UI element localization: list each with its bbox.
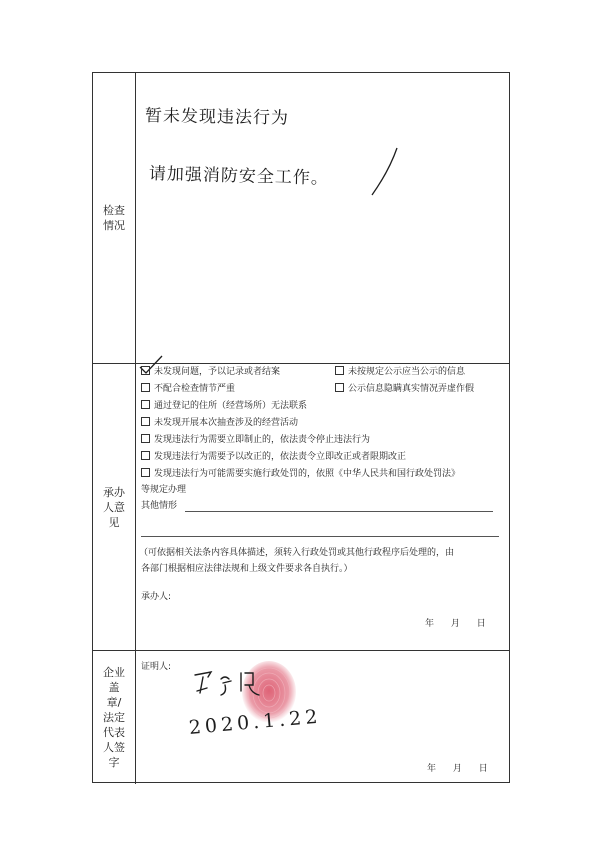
witness-label: 证明人: — [141, 662, 172, 672]
option-label: 未按规定公示应当公示的信息 — [348, 367, 466, 377]
option-label: 公示信息隐瞒真实情况弄虚作假 — [348, 384, 475, 394]
option-label: 通过登记的住所（经营场所）无法联系 — [154, 401, 308, 411]
option-uncooperative[interactable] — [141, 383, 235, 395]
enterprise-row — [93, 651, 509, 784]
checkbox-icon — [141, 468, 150, 477]
handler-label: 承办人: — [141, 592, 172, 602]
option-continuation: 等规定办理 — [141, 485, 187, 495]
checkbox-icon — [335, 383, 344, 392]
inspection-content — [135, 73, 509, 363]
enterprise-label-cell — [93, 651, 136, 784]
other-input-line[interactable] — [185, 511, 493, 512]
checkbox-icon — [141, 366, 150, 375]
inspection-label: 检查情况 — [103, 204, 125, 232]
checkbox-icon — [141, 434, 150, 443]
enterprise-label: 企业盖章/法定代表人签字 — [103, 666, 125, 769]
opinion-label-cell — [93, 364, 136, 650]
checkbox-icon — [141, 451, 150, 460]
opinion-row — [93, 364, 509, 651]
inspection-row — [93, 73, 509, 364]
option-unreachable[interactable] — [141, 400, 307, 412]
note-line-2: 各部门根据相应法律法规和上级文件要求各自执行。） — [141, 564, 353, 574]
option-false-disclosure[interactable] — [335, 383, 474, 395]
option-label: 发现违法行为可能需要实施行政处罚的，依照《中华人民共和国行政处罚法》 — [154, 469, 461, 479]
other-label: 其他情形 — [141, 501, 178, 511]
inspection-form — [92, 72, 510, 783]
handwritten-signature-icon — [191, 665, 275, 705]
slash-mark-icon — [367, 143, 407, 203]
checkbox-icon — [141, 383, 150, 392]
description-line[interactable] — [141, 536, 499, 537]
option-label: 发现违法行为需要予以改正的，依法责令立即改正或者限期改正 — [154, 452, 407, 462]
enterprise-content — [135, 651, 509, 784]
checkbox-icon — [141, 400, 150, 409]
opinion-content — [135, 364, 509, 650]
option-no-problem[interactable] — [141, 366, 280, 378]
option-label: 未发现问题，予以记录或者结案 — [154, 367, 281, 377]
checkbox-icon — [335, 366, 344, 375]
option-correct-violation[interactable] — [141, 451, 406, 463]
handwritten-finding: 暂未发现违法行为 — [144, 106, 290, 129]
enterprise-date: 年 月 日 — [427, 764, 488, 774]
note-line-1: （可依据相关法条内容具体描述，须转入行政处罚或其他行政程序后处理的，由 — [139, 548, 455, 558]
option-label: 发现违法行为需要立即制止的，依法责令停止违法行为 — [154, 435, 371, 445]
checkbox-icon — [141, 417, 150, 426]
signature-date: 2020.1.22 — [188, 705, 323, 739]
option-label: 不配合检查情节严重 — [154, 384, 236, 394]
option-administrative-penalty[interactable] — [141, 468, 460, 480]
option-no-activity[interactable] — [141, 417, 298, 429]
opinion-label: 承办人意见 — [103, 485, 125, 529]
handwritten-advice: 请加强消防安全工作。 — [148, 164, 330, 189]
inspection-label-cell — [93, 73, 136, 363]
option-not-disclosed[interactable] — [335, 366, 465, 378]
option-label: 未发现开展本次抽查涉及的经营活动 — [154, 418, 299, 428]
opinion-date: 年 月 日 — [425, 619, 486, 629]
option-stop-violation[interactable] — [141, 434, 370, 446]
